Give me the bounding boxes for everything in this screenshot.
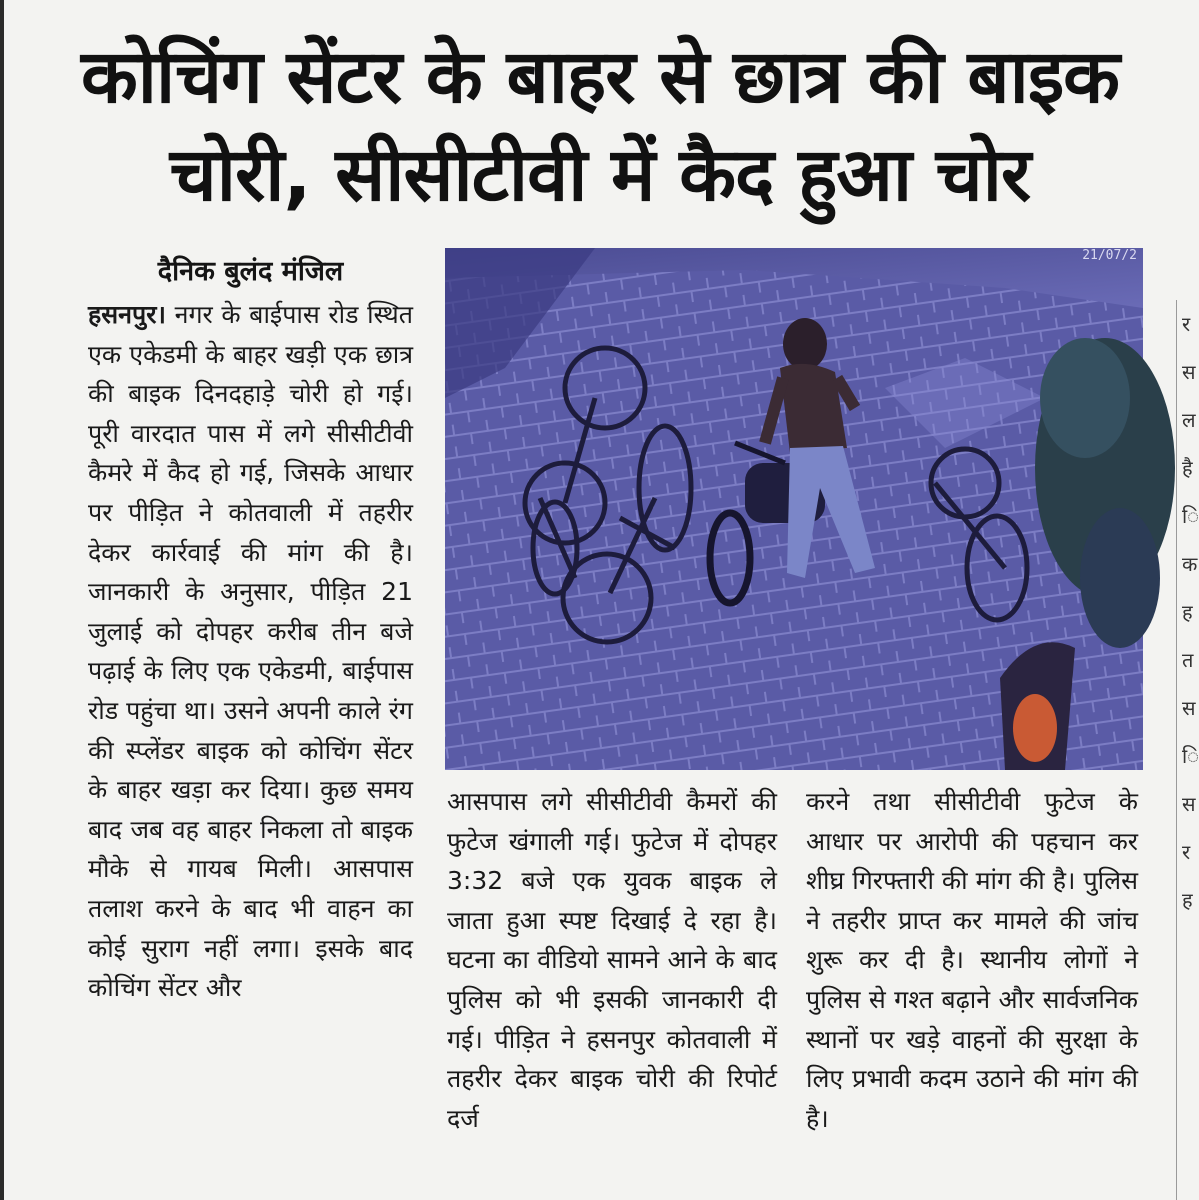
page-left-border [0, 0, 4, 1200]
cctv-photo [445, 248, 1143, 770]
cctv-scene-illustration [445, 248, 1143, 770]
article-column-1 [88, 295, 413, 1008]
headline-line-1: कोचिंग सेंटर के बाहर से छात्र की बाइक [80, 34, 1120, 120]
adjacent-article-fragment: र स ल है ि क ह त स ि स र ह [1182, 312, 1199, 912]
cctv-timestamp: 21/07/2 [1082, 248, 1137, 263]
article-column-3: करने तथा सीसीटीवी फुटेज के आधार पर आरोपी की पहचान कर शीघ्र गिरफ्तारी की मांग की है। पुलिस ने तहरीर प्राप्त कर मामले की जांच शुरू कर दी है। स्थानीय लोगों ने पुलिस से गश्त बढ़ाने और सार्वजनिक स्थानों पर खड़े वाहनों की सुरक्षा के लिए प्रभावी कदम उठाने की मांग की है। [806, 787, 1138, 1133]
dateline-place: हसनपुर। [88, 300, 166, 329]
article-byline: दैनिक बुलंद मंजिल [157, 256, 344, 287]
article-column-2: आसपास लगे सीसीटीवी कैमरों की फुटेज खंगाली गई। फुटेज में दोपहर 3:32 बजे एक युवक बाइक ले जाता हुआ स्पष्ट दिखाई दे रहा है। घटना का वीडियो सामने आने के बाद पुलिस को भी इसकी जानकारी दी गई। पीड़ित ने हसनपुर कोतवाली में तहरीर देकर बाइक चोरी की रिपोर्ट दर्ज [447, 787, 777, 1133]
column-divider [1176, 300, 1177, 1200]
headline-line-2: चोरी, सीसीटीवी में कैद हुआ चोर [169, 132, 1031, 218]
article-headline [40, 28, 1160, 224]
column-1-body: नगर के बाईपास रोड स्थित एक एकेडमी के बाहर खड़ी एक छात्र की बाइक दिनदहाड़े चोरी हो गई। पूरी वारदात पास में लगे सीसीटीवी कैमरे में कैद हो गई, जिसके आधार पर पीड़ित ने कोतवाली में तहरीर देकर कार्रवाई की मांग की है। जानकारी के अनुसार, पीड़ित 21 जुलाई को दोपहर करीब तीन बजे पढ़ाई के लिए एक एकेडमी, बाईपास रोड पहुंचा था। उसने अपनी काले रंग की स्प्लेंडर बाइक को कोचिंग सेंटर के बाहर खड़ा कर दिया। कुछ समय बाद जब वह बाहर निकला तो बाइक मौके से गायब मिली। आसपास तलाश करने के बाद भी वाहन का कोई सुराग नहीं लगा। इसके बाद कोचिंग सेंटर और [88, 300, 413, 1003]
